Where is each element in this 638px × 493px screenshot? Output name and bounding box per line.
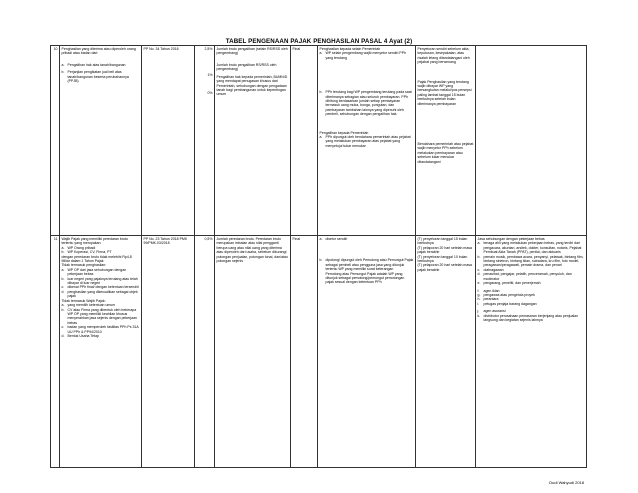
tax-nature: Final (291, 236, 318, 468)
list-item: g. pengawas atau pengelola proyek (477, 293, 535, 298)
notes-cell (476, 236, 587, 468)
deadline-text: (T) penyetoran tanggal 15 bulan berikutnya (417, 237, 468, 246)
deadline-text: Bendahara pemerintah atau pejabat wajib menyetor PPh sebelum melakukan pembayaran atau sebelum tukar menukar ditandatangani (417, 142, 474, 164)
withholder-title: Penghasilan kepada selain Pemerintah (319, 47, 381, 51)
table-row (51, 46, 587, 236)
list-item: f. agen iklan (477, 288, 500, 293)
list-item: i. petugas penjaja barang dagangan (477, 301, 537, 306)
page-title: TABEL PENGENAAN PAJAK PENGHASILAN PASAL 4 Ayat (2) (225, 38, 413, 45)
dpp-text: Jumlah peredaran bruto. Peredaran bruto merupakan imbalan atau nilai pengganti berupa uang atau nilai uang yang diterima atau diperoleh dari usaha, sebelum dikurangi potongan penjualan, potongan tunai, dan/atau potongan sejenis (216, 237, 288, 264)
footer-credit: Dudi Wahyudi 2018 (549, 480, 584, 485)
list-item: d. penasihat, pengajar, pelatih, penceramah, penyuluh, dan moderator (477, 272, 572, 281)
rate-cell (195, 46, 215, 236)
deadline-text: Pajak Penghasilan yang terutang wajib dibayar WP yang bersangkutan melalui/pos persepsi paling lambat tanggal 15 bulan berikutnya setelah bulan diterimanya pembayaran (417, 79, 472, 106)
list-item: c. dikenai PPh final/ dengan ketentuan tersendiri (61, 285, 139, 290)
row-number: 11 (51, 236, 60, 468)
list-item: e. pengarang, peneliti, dan penerjemah (477, 281, 541, 286)
tax-nature: Final (291, 46, 318, 236)
deadline-text: Penyetoran sendiri sebelum akta, keputusan, kesepakatan, atau risalah lelang ditandatangani oleh pejabat yang berwenang (417, 47, 470, 65)
withholder-cell (318, 46, 416, 236)
dpp-text: Jumlah bruto pengalihan RS/RSS oleh pengembang) (216, 62, 277, 72)
notes-cell (476, 46, 587, 236)
object-text: Tidak termasuk penghasilan: (61, 263, 107, 268)
list-item: h. perantara (477, 297, 499, 302)
list-item: d. Bentuk Usaha Tetap (61, 333, 99, 338)
list-item: b. WP Koperasi, CV, Firma, PT (61, 250, 112, 255)
legal-basis: PP No. 34 Tahun 2016 (142, 46, 195, 236)
deadline-text: (T) penyetoran tanggal 10 bulan berikutnya (417, 254, 468, 264)
rate: 1% (207, 73, 213, 78)
list-item: b. PPh terutang bagi WP pengembang terutang pada saat diterimanya sebagian atau seluruh pembayaran. PPh dihitung berdasarkan jumlah setiap pembayaran termasuk uang muka, bunga, pungutan, dan pembayaran tambahan lainnya yang dipenuhi oleh pembeli, sehubungan dengan pengalihan hak. (319, 90, 412, 117)
tax-table (50, 45, 587, 468)
list-item: j. agen asuransi (477, 309, 506, 314)
dpp-cell (215, 236, 291, 468)
deadline-text: (T) pelaporan 20 hari setelah masa pajak berakhir (417, 263, 472, 272)
deadline-text: (T) pelaporan 20 hari setelah masa pajak berakhir (417, 245, 472, 255)
list-item: a. PPh dipungut oleh bendahara pemerintah atau pejabat yang melakukan pembayaran atas pejabat yang menyetujui tukar menukar (319, 135, 411, 148)
list-item: c. badan yang memperoleh fasilitas PPh Ps 31A UU PPh & PP94/2010 (61, 325, 139, 334)
list-item: b. CV atau Firma yang dibentuk oleh beberapa WP OP yang memiliki keahlian khusus menyerahkan jasa sejenis dengan pekerjaan bebas (61, 307, 137, 325)
notes-intro: Jasa sehubungan dengan pekerjaan bebas (477, 237, 545, 241)
list-item: a. WP Orang pribadi (61, 245, 96, 250)
deadline-cell (416, 236, 476, 468)
rate: 0% (207, 90, 213, 95)
object-intro: Wajib Pajak yang memiliki peredaran bruto tertentu yang merupakan: (61, 237, 128, 246)
list-item: a. WP selain pengembang wajib menyetor sendiri PPh yang terutang (319, 51, 406, 60)
deadline-cell (416, 46, 476, 236)
list-item: a. tenaga ahli yang melakukan pekerjaan bebas, yang terdiri dari pengacara, akuntan, arsitek, dokter, konsultan, notaris, Pejabat Pembuat Akta Tanah (PPAT), penilai, dan aktuaris (477, 241, 582, 255)
rate-cell (195, 236, 215, 468)
object-intro: Penghasilan yang diterima atau diperoleh orang pribadi atau badan dari: (61, 47, 136, 56)
list-item: b. pemain musik, pembawa acara, penyanyi, pelawak, bintang film, bintang sinetron, bintang iklan, sutradara, kru film, foto model, peragawan/peragawati, pemain drama, dan penari (477, 254, 584, 268)
list-item: a. yang memilih ketentuan umum (61, 303, 116, 308)
list-item: a. WP OP dari jasa sehubungan dengan pekerjaan bebas (61, 267, 127, 277)
list-item: c. olahragawan (477, 267, 504, 272)
list-item: b. luar negeri yang pajaknya terutang atau telah dibayar di luar negeri (61, 276, 138, 286)
list-item: a. disetor sendiri (319, 237, 348, 241)
object-text: Tidak termasuk Wajib Pajak: (61, 298, 106, 303)
dpp-cell (215, 46, 291, 236)
withholder-gov-title: Pengalihan kepada Pemerintah (319, 130, 369, 135)
dpp-text: Pengalihan hak kepada pemerintah, BUMN/D yang mendapat penugasan khusus dari Pemerintah, sehubungan dengan pengadaan tanah bagi pembangunan untuk kepentingan umum (216, 74, 288, 97)
rate: 2,5% (204, 47, 213, 51)
row-number: 10 (51, 46, 60, 236)
object-cell (60, 46, 142, 236)
withholder-text: Pemotong atau Pemungut Pajak adalah WP yang ditunjuk sebagai pemotong/pemungut pemotongan pajak sesuai dengan ketentuan PPh (325, 271, 405, 285)
object-cell (60, 236, 142, 468)
rate: 0,5% (204, 237, 213, 241)
dpp-text: Jumlah bruto pengalihan (selain RS/RSS oleh pengembang) (216, 47, 288, 56)
withholder-cell (318, 236, 416, 468)
list-item: k. distributor perusahaan pemasaran berjenjang atau penjualan langsung dan kegiatan sejenis lainnya (477, 313, 579, 323)
legal-basis: PP No. 23 Tahun 2018 PMK 99/PMK.03/2018 (142, 236, 195, 468)
list-item: a. Pengalihan hak atas tanah/bangunan (61, 62, 126, 67)
list-item: b. Perjanjian pengikatan jual beli atas tanah/bangunan beserta perubahannya (PPJB) (61, 70, 129, 84)
list-item: b. dipotong/ dipungut oleh Pemotong atau Pemungut Pajak sebagai pembeli atau pengguna jasa yang ditunjuk tertentu WP yang memiliki surat keterangan (319, 258, 414, 272)
table-row (51, 236, 587, 468)
object-text: dengan peredaran bruto tidak melebihi Rp4,8 Miliar dalam 1 Tahun Pajak (61, 254, 132, 264)
list-item: d. penghasilan yang dikecualikan sebagai objek pajak (61, 289, 138, 299)
